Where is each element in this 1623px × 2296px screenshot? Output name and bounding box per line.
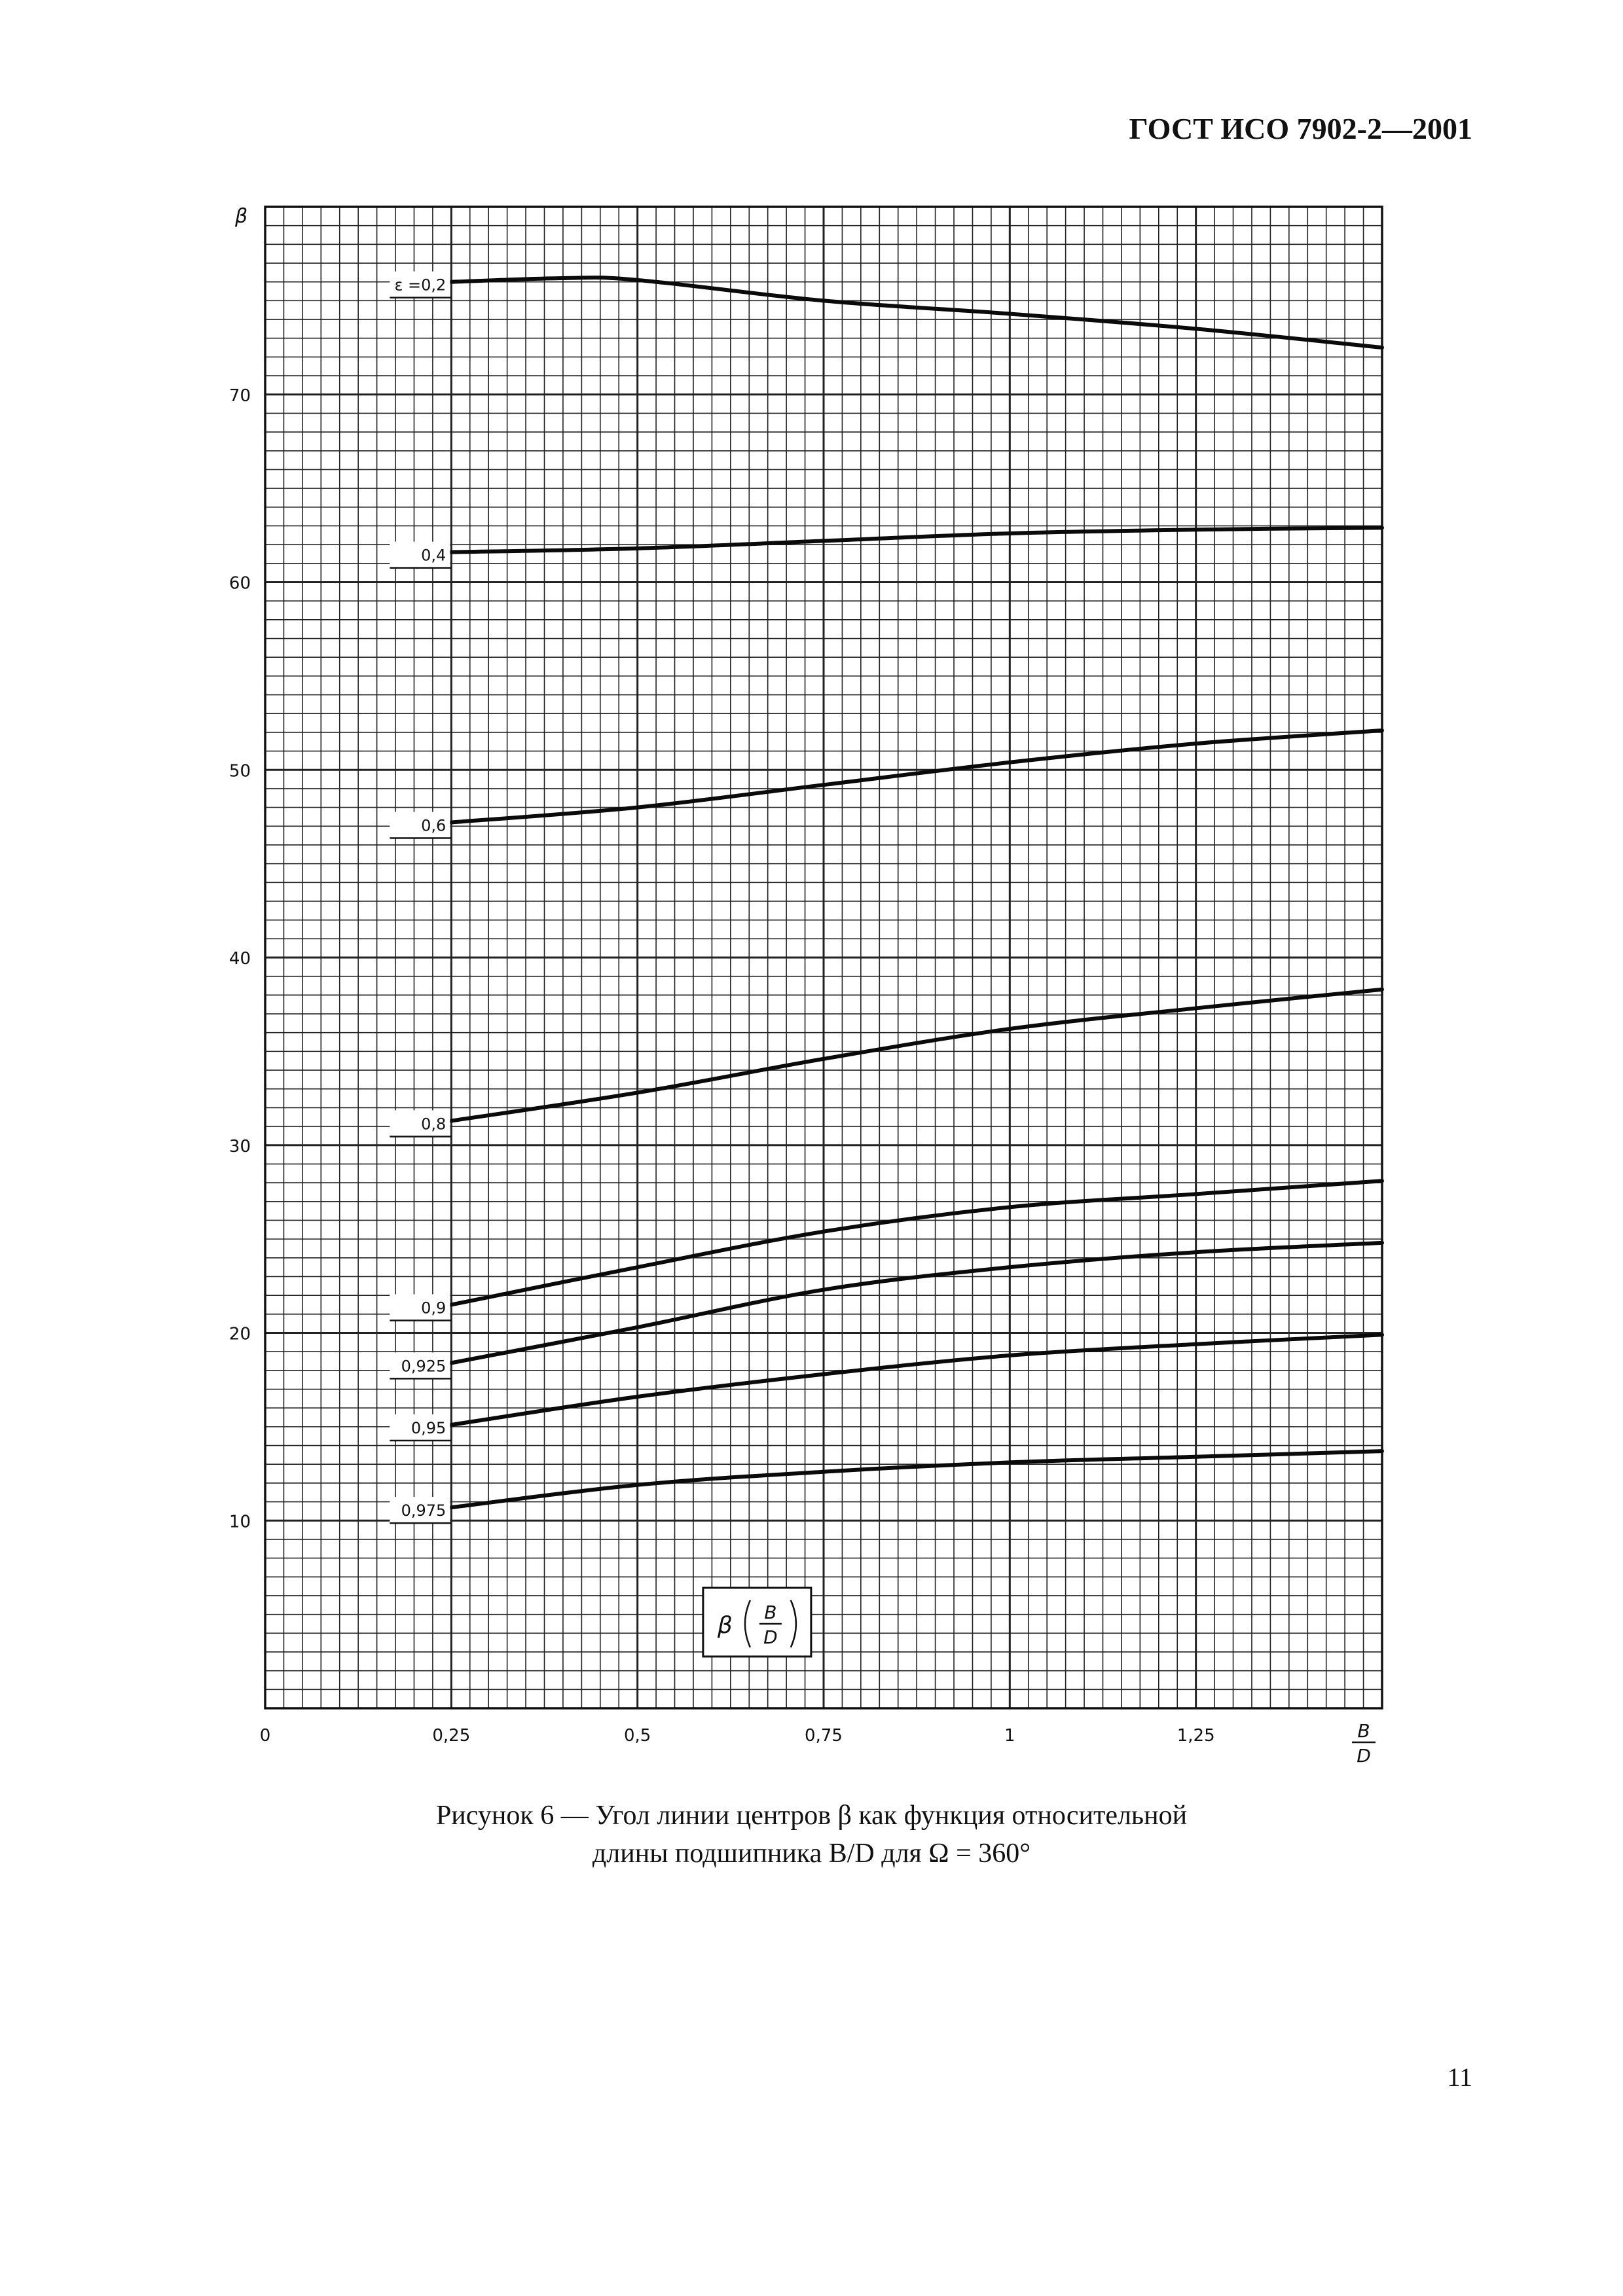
y-tick-label: 60: [228, 573, 251, 594]
x-tick-label: 0,75: [805, 1726, 843, 1746]
annotation-denominator: D: [763, 1626, 778, 1648]
y-tick-label: 50: [228, 761, 251, 781]
x-tick-label: 0,25: [432, 1726, 471, 1746]
x-tick-label: 0,5: [623, 1726, 651, 1746]
y-tick-label: 20: [228, 1324, 251, 1344]
x-axis-label-denominator: D: [1357, 1745, 1371, 1767]
series-label: 0,9: [421, 1299, 447, 1318]
chart-grid: [265, 207, 1382, 1708]
page-number: 11: [1447, 2062, 1472, 2092]
x-axis-label: [1352, 1720, 1376, 1767]
series-label: 0,8: [421, 1115, 447, 1134]
page-header-title: ГОСТ ИСО 7902-2—2001: [1129, 112, 1472, 145]
y-tick-label: 30: [228, 1136, 251, 1157]
series-label: 0,925: [401, 1357, 447, 1376]
x-tick-label: 0: [259, 1726, 271, 1746]
series-label: ε =0,2: [394, 276, 447, 295]
chart-annotation: [703, 1588, 811, 1657]
caption-line-1: Рисунок 6 — Угол линии центров β как функция относительной: [435, 1801, 1188, 1831]
y-tick-label: 40: [228, 949, 251, 969]
y-tick-label: 10: [228, 1512, 251, 1532]
annotation-beta: β: [717, 1611, 733, 1639]
y-axis-label: β: [235, 205, 248, 228]
x-tick-label: 1,25: [1176, 1726, 1215, 1746]
y-tick-label: 70: [228, 386, 251, 406]
series-label: 0,975: [401, 1501, 447, 1520]
caption-line-2: длины подшипника B/D для Ω = 360°: [592, 1839, 1031, 1869]
figure-caption: [0, 1797, 1623, 1873]
annotation-numerator: B: [764, 1601, 777, 1623]
x-axis-label-numerator: B: [1357, 1720, 1370, 1742]
series-label: 0,95: [410, 1419, 447, 1438]
x-tick-label: 1: [1004, 1726, 1015, 1746]
series-label: 0,4: [421, 546, 447, 565]
series-label: 0,6: [421, 816, 447, 835]
